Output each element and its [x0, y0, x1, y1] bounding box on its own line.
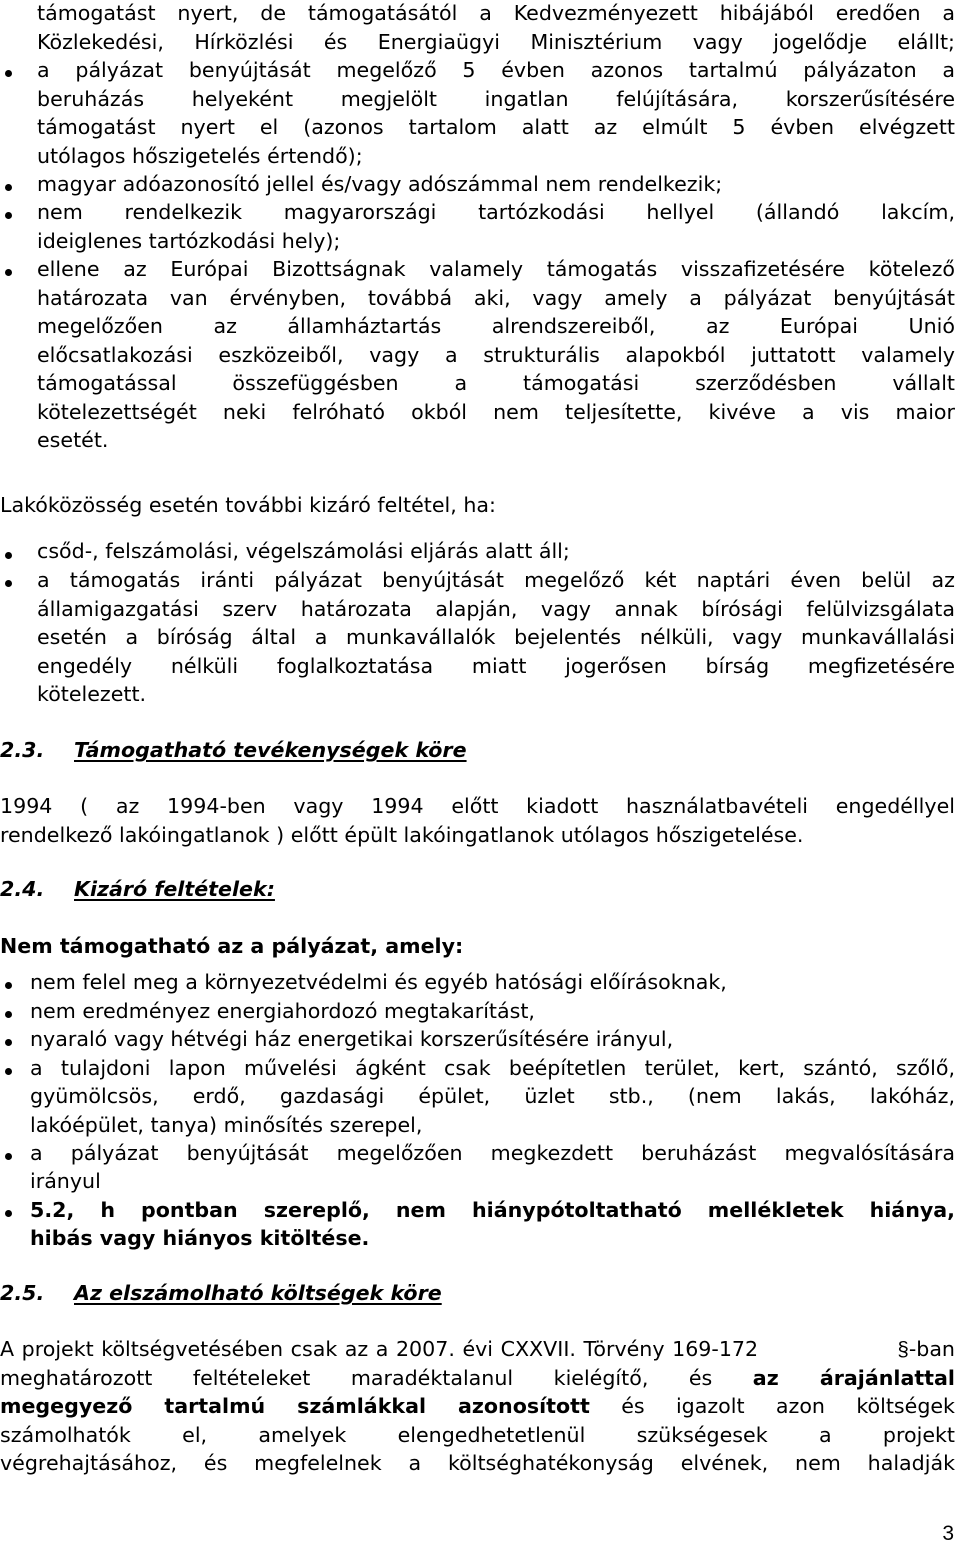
list-item: kötelezett. [37, 682, 147, 706]
bullet-icon [5, 70, 12, 77]
list-item: 5.2, h pontban szereplő, nem hiánypótoltatható mellékletek hiánya, [30, 1198, 955, 1222]
paragraph-line: végrehajtásához, és megfelelnek a költséghatékonyság elvének, nem haladják [0, 1451, 955, 1475]
list-item: a pályázat benyújtását megelőző 5 évben azonos tartalmú pályázaton a [37, 58, 955, 82]
list-item: gyümölcsös, erdő, gazdasági épület, üzlet stb., (nem lakás, lakóház, [30, 1084, 955, 1108]
list-item: csőd-, felszámolási, végelszámolási eljárás alatt áll; [37, 539, 570, 563]
section-sign: § [897, 1338, 909, 1361]
list-item: engedély nélküli foglalkoztatása miatt jogerősen bírság megfizetésére [37, 654, 955, 678]
list-item: határozata van érvényben, továbbá aki, vagy amely a pályázat benyújtását [37, 286, 955, 310]
emphasis-text: megegyező tartalmú számlákkal azonosított [0, 1394, 590, 1418]
bullet-icon [5, 552, 12, 559]
list-item: kötelezettségét neki felróható okból nem teljesítette, kivéve a vis maior [37, 400, 955, 424]
list-item: nem felel meg a környezetvédelmi és egyéb hatósági előírásoknak, [30, 970, 727, 994]
paragraph-text: -ban [908, 1337, 955, 1361]
list-item: a támogatás iránti pályázat benyújtását megelőző két naptári éven belül az [37, 568, 955, 592]
bullet-icon [5, 269, 12, 276]
paragraph-text: A projekt költségvetésében csak az a 2007. évi CXXVII. Törvény 169-172 [0, 1337, 759, 1361]
bullet-icon [5, 212, 12, 219]
section-title: Kizáró feltételek: [74, 877, 275, 901]
list-item: a tulajdoni lapon művelési ágként csak beépítetlen terület, kert, szántó, szőlő, [30, 1056, 955, 1080]
list-item: irányul [30, 1169, 101, 1193]
bullet-icon [5, 1011, 12, 1018]
paragraph-line: 1994 ( az 1994-ben vagy 1994 előtt kiadott használatbavételi engedéllyel [0, 794, 955, 818]
bullet-icon [5, 982, 12, 989]
list-item: nem rendelkezik magyarországi tartózkodási hellyel (állandó lakcím, [37, 200, 955, 224]
paragraph-intro: Lakóközösség esetén további kizáró feltétel, ha: [0, 493, 496, 517]
list-item: esetét. [37, 428, 109, 452]
subheading: Nem támogatható az a pályázat, amely: [0, 934, 464, 958]
emphasis-text: az árajánlattal [752, 1366, 955, 1390]
list-item: támogatással összefüggésben a támogatási szerződésben vállalt [37, 371, 955, 395]
list-item: esetén a bíróság által a munkavállalók bejelentés nélküli, vagy munkavállalási [37, 625, 955, 649]
list-item: utólagos hőszigetelés értendő); [37, 144, 363, 168]
list-item: államigazgatási szerv határozata alapján, vagy annak bírósági felülvizsgálata [37, 597, 955, 621]
list-item: lakóépület, tanya) minősítés szerepel, [30, 1113, 423, 1137]
list-item: magyar adóazonosító jellel és/vagy adószámmal nem rendelkezik; [37, 172, 723, 196]
paragraph-text: és igazolt azon költségek [621, 1394, 955, 1418]
list-item: előcsatlakozási eszközeiből, vagy a strukturális alapokból juttatott valamely [37, 343, 955, 367]
section-number: 2.5. [0, 1281, 45, 1305]
paragraph-line [0, 1396, 955, 1417]
list-item: nyaraló vagy hétvégi ház energetikai korszerűsítésére irányul, [30, 1027, 674, 1051]
paragraph-line: támogatást nyert, de támogatásától a Kedvezményezett hibájából eredően a [37, 1, 955, 25]
list-item: beruházás helyeként megjelölt ingatlan felújítására, korszerűsítésére [37, 87, 955, 111]
paragraph-line: Közlekedési, Hírközlési és Energiaügyi Minisztérium vagy jogelődje elállt; [37, 30, 955, 54]
paragraph-text: meghatározott feltételeket maradéktalanul kielégítő, és [0, 1366, 713, 1390]
page-number: 3 [942, 1522, 954, 1545]
bullet-icon [5, 580, 12, 587]
bullet-icon [5, 1039, 12, 1046]
paragraph-line [0, 1368, 955, 1389]
paragraph-text-tail [897, 1339, 955, 1361]
list-item: nem eredményez energiahordozó megtakarítást, [30, 999, 535, 1023]
bullet-icon [5, 1068, 12, 1075]
bullet-icon [5, 184, 12, 191]
bullet-icon [5, 1210, 12, 1217]
bullet-icon [5, 1153, 12, 1160]
paragraph-line: rendelkező lakóingatlanok ) előtt épült lakóingatlanok utólagos hőszigetelése. [0, 823, 804, 847]
section-number: 2.3. [0, 738, 45, 762]
paragraph-line [0, 1339, 955, 1361]
list-item: a pályázat benyújtását megelőzően megkezdett beruházást megvalósítására [30, 1141, 955, 1165]
list-item: megelőzően az államháztartás alrendszereiből, az Európai Unió [37, 314, 955, 338]
section-title: Az elszámolható költségek köre [74, 1281, 442, 1305]
list-item: hibás vagy hiányos kitöltése. [30, 1226, 370, 1250]
list-item: ideiglenes tartózkodási hely); [37, 229, 341, 253]
section-title: Támogatható tevékenységek köre [74, 738, 467, 762]
section-number: 2.4. [0, 877, 45, 901]
paragraph-line: számolhatók el, amelyek elengedhetetlenül szükségesek a projekt [0, 1423, 955, 1447]
list-item: ellene az Európai Bizottságnak valamely támogatás visszafizetésére kötelező [37, 257, 955, 281]
list-item: támogatást nyert el (azonos tartalom alatt az elmúlt 5 évben elvégzett [37, 115, 955, 139]
